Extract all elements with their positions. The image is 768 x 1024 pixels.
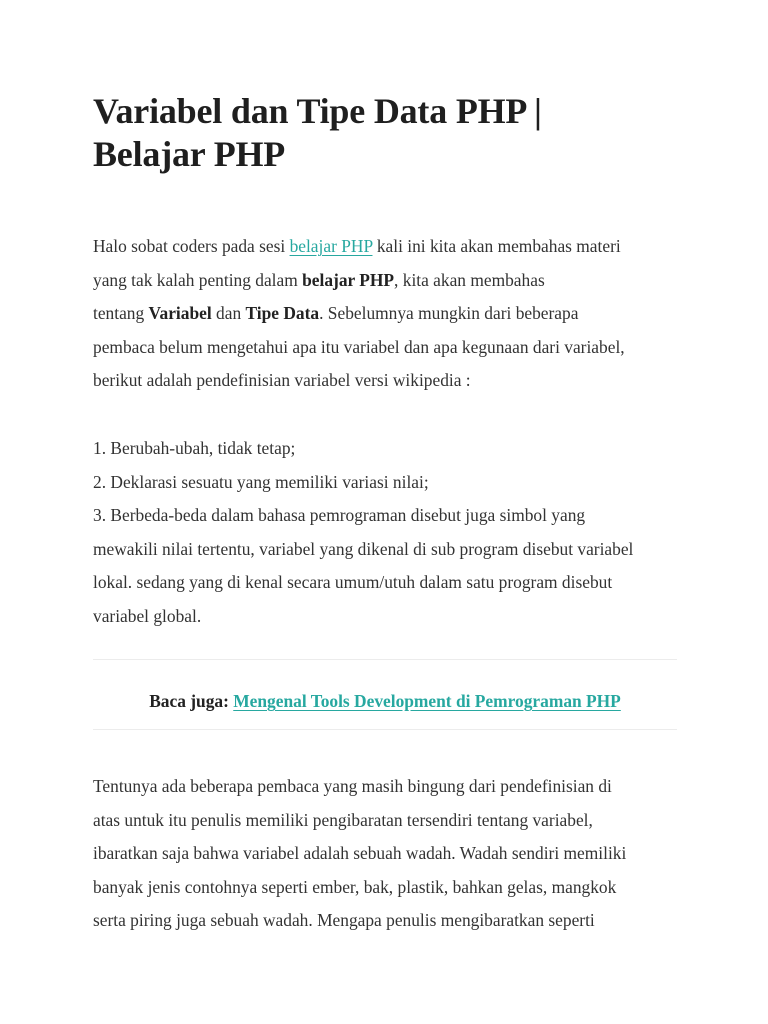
definition-line: mewakili nilai tertentu, variabel yang dikenal di sub program disebut variabel [93,538,634,559]
intro-line-5: berikut adalah pendefinisian variabel versi wikipedia : [93,370,471,391]
intro-text: yang tak kalah penting dalam [93,269,303,290]
definition-line: 1. Berubah-ubah, tidak tetap; [93,438,296,458]
read-also-box [93,686,677,716]
intro-text: Halo sobat coders pada sesi [93,236,290,256]
definition-line: 3. Berbeda-beda dalam bahasa pemrograman disebut juga simbol yang [93,505,586,526]
intro-text: dan [211,303,246,324]
explanation-line: serta piring juga sebuah wadah. Mengapa penulis mengibaratkan seperti [93,910,595,931]
bold-text: belajar PHP [302,269,395,290]
read-also-label: Baca juga: [149,691,229,711]
intro-line-1 [93,230,677,264]
definition-line: 2. Deklarasi sesuatu yang memiliki variasi nilai; [93,471,429,492]
bold-text: Variabel [148,303,212,324]
intro-paragraph [93,230,677,398]
explanation-line: Tentunya ada beberapa pembaca yang masih bingung dari pendefinisian di [93,776,612,796]
divider-bottom [93,729,677,730]
intro-line-2 [93,264,677,298]
intro-text: . Sebelumnya mungkin dari beberapa [319,303,579,324]
intro-text: kali ini kita akan membahas materi [372,236,621,256]
belajar-php-link[interactable]: belajar PHP [289,236,373,256]
intro-line-3 [93,297,677,331]
article-title [93,90,677,176]
definitions-paragraph [93,432,677,634]
definition-line: lokal. sedang yang di kenal secara umum/utuh dalam satu program disebut [93,572,613,593]
intro-text: , kita akan membahas [394,269,545,290]
read-also-link[interactable]: Mengenal Tools Development di Pemrograman PHP [233,691,621,711]
explanation-line: ibaratkan saja bahwa variabel adalah sebuah wadah. Wadah sendiri memiliki [93,843,627,864]
title-line-2: Belajar PHP [93,134,286,174]
title-line-1: Variabel dan Tipe Data PHP | [93,91,542,131]
explanation-line: banyak jenis contohnya seperti ember, bak, plastik, bahkan gelas, mangkok [93,876,617,897]
explanation-paragraph [93,770,677,938]
intro-line-4: pembaca belum mengetahui apa itu variabel dan apa kegunaan dari variabel, [93,336,625,357]
intro-text: tentang [93,303,149,324]
explanation-line: atas untuk itu penulis memiliki pengibaratan tersendiri tentang variabel, [93,809,593,830]
divider-top [93,659,677,660]
definition-line: variabel global. [93,605,202,626]
bold-text: Tipe Data [245,303,320,324]
